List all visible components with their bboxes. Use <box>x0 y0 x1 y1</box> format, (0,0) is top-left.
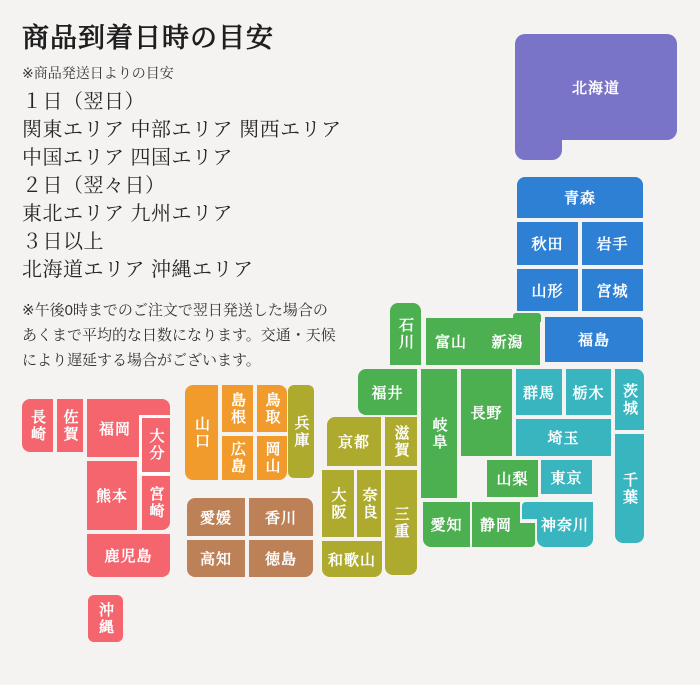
map-region-aomori: 青森 <box>517 177 643 218</box>
map-region-nagano: 長野 <box>461 369 512 456</box>
delivery-days-1-areas: 関東エリア 中部エリア 関西エリア <box>22 119 342 141</box>
map-region-ibaraki: 茨城 <box>615 369 644 430</box>
map-region-iwate: 岩手 <box>582 222 643 265</box>
map-region-shiga: 滋賀 <box>385 417 417 466</box>
map-region-ehime: 愛媛 <box>187 498 245 536</box>
delivery-days-3-label: ３日以上 <box>22 231 104 253</box>
map-region-tochigi: 栃木 <box>566 369 611 415</box>
map-region-hiroshima: 広島 <box>222 436 253 480</box>
delivery-days-1-label: １日（翌日） <box>22 91 145 113</box>
delivery-days-2-label: ２日（翌々日） <box>22 175 166 197</box>
delivery-days-3-areas: 北海道エリア 沖縄エリア <box>22 259 254 281</box>
map-region-toyama: 富山 <box>426 318 476 365</box>
map-region-fukui: 福井 <box>358 369 417 415</box>
map-region-fukushima: 福島 <box>545 317 643 362</box>
map-region-kyoto: 京都 <box>327 417 381 466</box>
map-region-tokyo: 東京 <box>541 460 592 494</box>
map-region-kagawa: 香川 <box>249 498 313 536</box>
map-region-kumamoto: 熊本 <box>87 461 137 530</box>
map-region-oita: 大分 <box>139 415 170 475</box>
map-region-tottori: 鳥取 <box>257 385 287 432</box>
map-region-miyagi: 宮城 <box>582 269 643 311</box>
map-region-yamaguchi: 山口 <box>185 385 218 480</box>
map-region-tokushima: 徳島 <box>249 540 313 577</box>
map-region-mie: 三重 <box>385 470 417 575</box>
map-region-akita: 秋田 <box>517 222 578 265</box>
map-region-okinawa: 沖縄 <box>88 595 123 642</box>
map-region-shizuoka: 静岡 <box>472 502 520 547</box>
map-region-wakayama: 和歌山 <box>322 541 382 577</box>
map-region-hokkaido-tab <box>515 138 562 160</box>
map-region-kochi: 高知 <box>187 540 245 577</box>
map-region-nagasaki: 長崎 <box>22 399 53 452</box>
shipping-basis-note: ※商品発送日よりの目安 <box>22 65 174 81</box>
map-region-niigata: 新潟 <box>475 318 540 365</box>
map-region-hokkaido: 北海道 <box>515 34 677 140</box>
map-region-shimane: 島根 <box>222 385 253 432</box>
disclaimer-line-2: あくまで平均的な日数になります。交通・天候 <box>22 327 336 344</box>
map-region-aichi: 愛知 <box>423 502 470 547</box>
map-region-kagoshima: 鹿児島 <box>87 534 170 577</box>
map-region-hyogo: 兵庫 <box>288 385 314 478</box>
delivery-days-2-areas: 東北エリア 九州エリア <box>22 203 234 225</box>
page-title: 商品到着日時の目安 <box>22 23 274 53</box>
map-region-nara: 奈良 <box>357 470 381 537</box>
map-region-yamanashi: 山梨 <box>487 460 538 497</box>
map-region-fukuoka: 福岡 <box>87 399 170 457</box>
disclaimer-line-1: ※午後0時までのご注文で翌日発送した場合の <box>22 302 328 319</box>
delivery-days-1-areas-2: 中国エリア 四国エリア <box>22 147 234 169</box>
map-region-okayama: 岡山 <box>257 436 287 480</box>
map-region-kanagawa: 神奈川 <box>537 502 593 547</box>
map-region-miyazaki: 宮崎 <box>142 476 170 530</box>
map-region-ishikawa: 石川 <box>390 303 421 365</box>
disclaimer-line-3: により遅延する場合がございます。 <box>22 352 261 369</box>
map-region-osaka: 大阪 <box>322 470 354 537</box>
map-region-yamagata: 山形 <box>517 269 578 311</box>
map-region-saitama: 埼玉 <box>516 419 611 456</box>
map-region-gifu: 岐阜 <box>421 369 457 498</box>
map-region-gunma: 群馬 <box>516 369 562 415</box>
map-region-chiba: 千葉 <box>615 434 644 543</box>
map-region-shizuoka-ext <box>516 523 535 547</box>
map-region-saga: 佐賀 <box>57 399 83 452</box>
